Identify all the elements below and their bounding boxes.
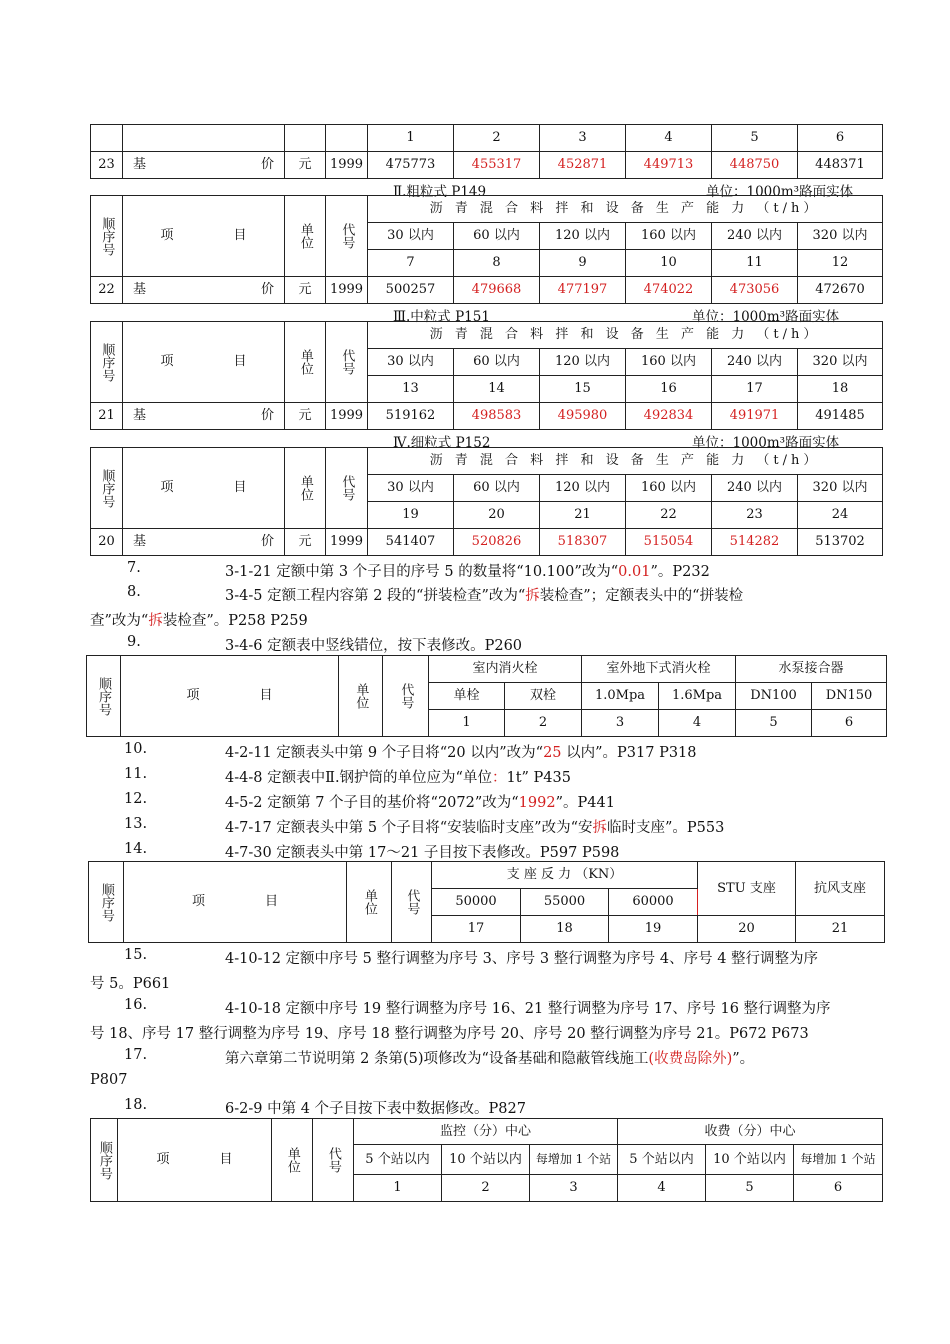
- capacity-cell: 30 以内: [368, 223, 454, 250]
- item-14: 14. 4-7-30 定额表头中第 17～21 子目按下表修改。P597 P598: [124, 841, 620, 861]
- header-unit: 单位: [347, 862, 392, 943]
- value-cell: 491485: [798, 403, 883, 430]
- item-8-cont: 查”改为“拆装检查”。P258 P259: [90, 613, 308, 629]
- col-num: 6: [794, 1175, 883, 1202]
- row-unit: 元: [285, 529, 326, 556]
- table-fine: [90, 447, 883, 556]
- header-seq: 顺序号: [91, 1119, 118, 1202]
- row-code: 1999: [326, 403, 368, 430]
- header-code: 代号: [383, 656, 429, 737]
- col-num: 5: [706, 1175, 794, 1202]
- row-seq: 20: [91, 529, 123, 556]
- capacity-cell: 160 以内: [626, 349, 712, 376]
- item-8: 8. 3-4-5 定额工程内容第 2 段的“拼装检查”改为“拆装检查”；定额表头中的“拼装检: [127, 584, 744, 604]
- col-num: 2: [505, 710, 582, 737]
- value-cell: 514282: [712, 529, 798, 556]
- empty-cell: [123, 125, 285, 152]
- row-item: 基 价: [123, 152, 285, 179]
- capacity-cell: 240 以内: [712, 349, 798, 376]
- row-code: 1999: [326, 152, 368, 179]
- col-num: 5: [712, 125, 798, 152]
- col-num: 22: [626, 502, 712, 529]
- capacity-cell: 60 以内: [454, 223, 540, 250]
- capacity-cell: 320 以内: [798, 349, 883, 376]
- header-code: 代号: [326, 196, 368, 277]
- value-cell: 479668: [454, 277, 540, 304]
- capacity-cell: 30 以内: [368, 475, 454, 502]
- capacity-cell: 60 以内: [454, 475, 540, 502]
- value-cell: 492834: [626, 403, 712, 430]
- header-seq: 顺序号: [91, 322, 123, 403]
- capacity-cell: 320 以内: [798, 223, 883, 250]
- value-cell: 491971: [712, 403, 798, 430]
- col-num: 17: [432, 916, 521, 943]
- unit-note: 单位：1000m³路面实体: [692, 435, 840, 451]
- table-hydrant: [86, 655, 887, 737]
- table-row23: [90, 124, 883, 179]
- table-title: Ⅳ.细粒式 P152: [393, 435, 491, 451]
- group-monitor: 监控（分）中心: [354, 1119, 618, 1145]
- value-cell: 474022: [626, 277, 712, 304]
- col-num: 16: [626, 376, 712, 403]
- header-seq: 顺序号: [91, 196, 123, 277]
- col-num: 13: [368, 376, 454, 403]
- group-outdoor: 室外地下式消火栓: [582, 656, 736, 683]
- empty-cell: [91, 125, 123, 152]
- col-num: 6: [812, 710, 887, 737]
- table-title: Ⅲ.中粒式 P151: [393, 309, 490, 325]
- col-num: 2: [454, 125, 540, 152]
- row-seq: 23: [91, 152, 123, 179]
- row-code: 1999: [326, 529, 368, 556]
- col-num: 17: [712, 376, 798, 403]
- item-12: 12. 4-5-2 定额第 7 个子目的基价将“2072”改为“1992”。P441: [124, 791, 615, 811]
- capacity-cell: 240 以内: [712, 223, 798, 250]
- item-15-cont: 号 5。P661: [90, 976, 171, 992]
- col-num: 12: [798, 250, 883, 277]
- header-unit: 单位: [272, 1119, 313, 1202]
- col-num: 19: [368, 502, 454, 529]
- capacity-cell: 30 以内: [368, 349, 454, 376]
- sub-header: DN150: [812, 683, 887, 710]
- value-cell: 500257: [368, 277, 454, 304]
- item-18: 18. 6-2-9 中第 4 个子目按下表中数据修改。P827: [124, 1097, 526, 1117]
- col-num: 24: [798, 502, 883, 529]
- header-item: 项 目: [123, 196, 285, 277]
- col-num: 15: [540, 376, 626, 403]
- value-cell: 455317: [454, 152, 540, 179]
- item-16-cont: 号 18、序号 17 整行调整为序号 19、序号 18 整行调整为序号 20、序号 20 整行调整为序号 21。P672 P673: [90, 1026, 809, 1042]
- col-num: 4: [659, 710, 736, 737]
- item-7: 7. 3-1-21 定额中第 3 个子目的序号 5 的数量将“10.100”改为“0.01”。P232: [127, 560, 710, 580]
- item-11: 11. 4-4-8 定额表中Ⅱ.钢护筒的单位应为“单位：1t” P435: [124, 766, 571, 786]
- sub-header: 10 个站以内: [442, 1145, 530, 1175]
- col-num: 1: [429, 710, 505, 737]
- header-seq: 顺序号: [91, 448, 123, 529]
- sub-header: 50000: [432, 889, 521, 916]
- row-seq: 21: [91, 403, 123, 430]
- value-cell: 518307: [540, 529, 626, 556]
- header-seq: 顺序号: [89, 862, 124, 943]
- col-num: 3: [540, 125, 626, 152]
- row-seq: 22: [91, 277, 123, 304]
- value-cell: 477197: [540, 277, 626, 304]
- group-stu: STU 支座: [698, 862, 796, 916]
- capacity-cell: 240 以内: [712, 475, 798, 502]
- capacity-cell: 160 以内: [626, 223, 712, 250]
- sub-header: 单栓: [429, 683, 505, 710]
- capacity-header: 沥 青 混 合 料 拌 和 设 备 生 产 能 力 （t/h）: [368, 322, 883, 349]
- group-reaction: 支 座 反 力 （KN）: [432, 862, 698, 889]
- unit-note: 单位：1000m³路面实体: [692, 309, 840, 325]
- value-cell: 520826: [454, 529, 540, 556]
- capacity-cell: 120 以内: [540, 223, 626, 250]
- col-num: 4: [618, 1175, 706, 1202]
- col-num: 14: [454, 376, 540, 403]
- value-cell: 472670: [798, 277, 883, 304]
- header-item: 项 目: [118, 1119, 272, 1202]
- item-16: 16. 4-10-18 定额中序号 19 整行调整为序号 16、21 整行调整为序号 17、序号 16 整行调整为序: [124, 997, 831, 1017]
- table-monitor-toll: [90, 1118, 883, 1202]
- col-num: 10: [626, 250, 712, 277]
- col-num: 18: [798, 376, 883, 403]
- sub-header: 每增加 1 个站: [530, 1145, 618, 1175]
- header-unit: 单位: [285, 322, 326, 403]
- capacity-cell: 120 以内: [540, 349, 626, 376]
- table-bearing: [88, 861, 885, 943]
- capacity-cell: 60 以内: [454, 349, 540, 376]
- capacity-header: 沥 青 混 合 料 拌 和 设 备 生 产 能 力 （t/h）: [368, 448, 883, 475]
- col-num: 6: [798, 125, 883, 152]
- header-code: 代号: [313, 1119, 354, 1202]
- value-cell: 498583: [454, 403, 540, 430]
- group-toll: 收费（分）中心: [618, 1119, 883, 1145]
- value-cell: 452871: [540, 152, 626, 179]
- col-num: 5: [736, 710, 812, 737]
- col-num: 8: [454, 250, 540, 277]
- col-num: 23: [712, 502, 798, 529]
- capacity-cell: 320 以内: [798, 475, 883, 502]
- header-item: 项 目: [121, 656, 339, 737]
- header-unit: 单位: [285, 196, 326, 277]
- header-item: 项 目: [123, 448, 285, 529]
- row-code: 1999: [326, 277, 368, 304]
- header-unit: 单位: [285, 448, 326, 529]
- value-cell: 448750: [712, 152, 798, 179]
- col-num: 19: [609, 916, 698, 943]
- col-num: 1: [354, 1175, 442, 1202]
- sub-header: 双栓: [505, 683, 582, 710]
- table-medium: [90, 321, 883, 430]
- empty-cell: [285, 125, 326, 152]
- sub-header: 1.0Mpa: [582, 683, 659, 710]
- value-cell: 495980: [540, 403, 626, 430]
- row-unit: 元: [285, 277, 326, 304]
- col-num: 2: [442, 1175, 530, 1202]
- sub-header: 10 个站以内: [706, 1145, 794, 1175]
- capacity-cell: 160 以内: [626, 475, 712, 502]
- row-item: 基 价: [123, 277, 285, 304]
- value-cell: 513702: [798, 529, 883, 556]
- value-cell: 519162: [368, 403, 454, 430]
- col-num: 11: [712, 250, 798, 277]
- group-wind: 抗风支座: [796, 862, 885, 916]
- header-code: 代号: [326, 448, 368, 529]
- group-indoor: 室内消火栓: [429, 656, 582, 683]
- col-num: 20: [454, 502, 540, 529]
- col-num: 3: [582, 710, 659, 737]
- value-cell: 473056: [712, 277, 798, 304]
- value-cell: 449713: [626, 152, 712, 179]
- table-title: Ⅱ.粗粒式 P149: [393, 184, 487, 200]
- sub-header: 1.6Mpa: [659, 683, 736, 710]
- value-cell: 541407: [368, 529, 454, 556]
- col-num: 3: [530, 1175, 618, 1202]
- capacity-cell: 120 以内: [540, 475, 626, 502]
- group-pump: 水泵接合器: [736, 656, 887, 683]
- table-coarse: [90, 195, 883, 304]
- empty-cell: [326, 125, 368, 152]
- col-num: 9: [540, 250, 626, 277]
- value-cell: 475773: [368, 152, 454, 179]
- row-item: 基 价: [123, 403, 285, 430]
- value-cell: 448371: [798, 152, 883, 179]
- sub-header: DN100: [736, 683, 812, 710]
- item-13: 13. 4-7-17 定额表头中第 5 个子目将“安装临时支座”改为“安拆临时支座”。P553: [124, 816, 725, 836]
- item-15: 15. 4-10-12 定额中序号 5 整行调整为序号 3、序号 3 整行调整为序号 4、序号 4 整行调整为序: [124, 947, 819, 967]
- unit-note: 单位：1000m³路面实体: [706, 184, 854, 200]
- header-unit: 单位: [339, 656, 383, 737]
- value-cell: 515054: [626, 529, 712, 556]
- header-item: 项 目: [124, 862, 347, 943]
- sub-header: 5 个站以内: [354, 1145, 442, 1175]
- col-num: 7: [368, 250, 454, 277]
- header-item: 项 目: [123, 322, 285, 403]
- header-seq: 顺序号: [87, 656, 121, 737]
- col-num: 18: [521, 916, 609, 943]
- sub-header: 55000: [521, 889, 609, 916]
- col-num: 21: [540, 502, 626, 529]
- sub-header: 每增加 1 个站: [794, 1145, 883, 1175]
- item-10: 10. 4-2-11 定额表头中第 9 个子目将“20 以内”改为“25 以内”。P317 P318: [124, 741, 697, 761]
- item-9: 9. 3-4-6 定额表中竖线错位，按下表修改。P260: [127, 634, 523, 654]
- item-17: 17. 第六章第二节说明第 2 条第(5)项修改为“设备基础和隐蔽管线施工(收费岛除外)”。: [124, 1047, 755, 1067]
- sub-header: 60000: [609, 889, 698, 916]
- item-17-cont: P807: [90, 1072, 128, 1088]
- col-num: 1: [368, 125, 454, 152]
- row-unit: 元: [285, 403, 326, 430]
- col-num: 21: [796, 916, 885, 943]
- col-num: 20: [698, 916, 796, 943]
- sub-header: 5 个站以内: [618, 1145, 706, 1175]
- col-num: 4: [626, 125, 712, 152]
- header-code: 代号: [326, 322, 368, 403]
- row-unit: 元: [285, 152, 326, 179]
- capacity-header: 沥 青 混 合 料 拌 和 设 备 生 产 能 力 （t/h）: [368, 196, 883, 223]
- header-code: 代号: [392, 862, 432, 943]
- row-item: 基 价: [123, 529, 285, 556]
